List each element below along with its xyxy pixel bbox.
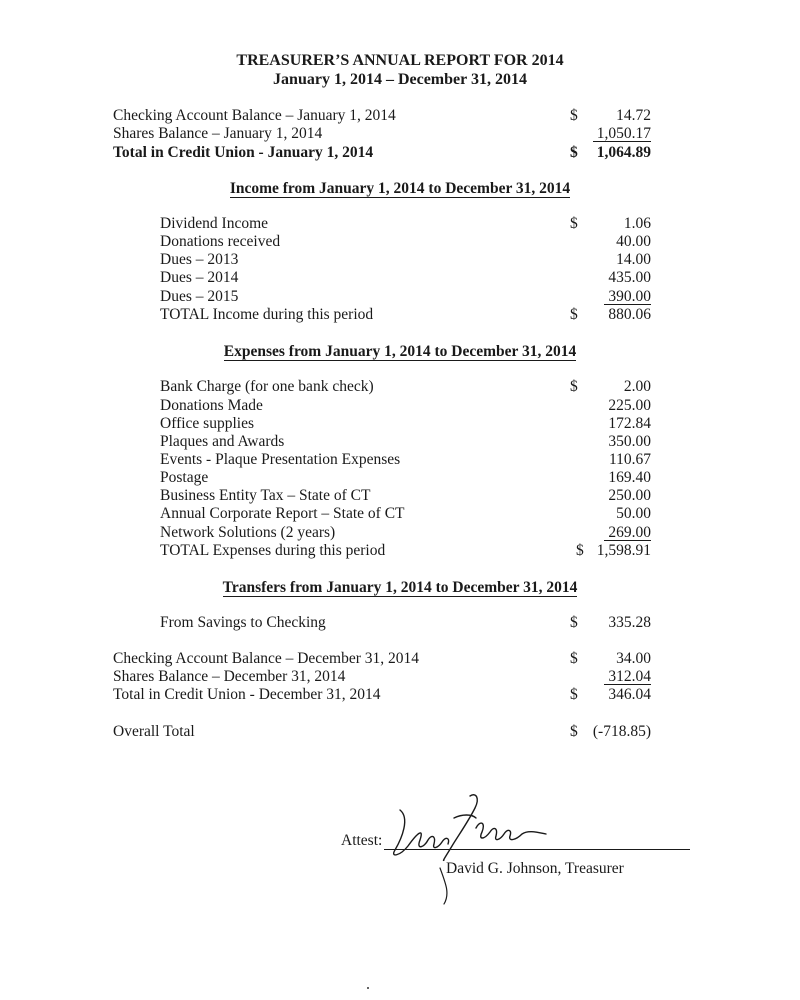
row-label: Overall Total bbox=[113, 723, 195, 740]
row-label: Shares Balance – December 31, 2014 bbox=[113, 668, 346, 685]
expense-row bbox=[160, 487, 653, 505]
expense-row bbox=[160, 451, 653, 469]
transfer-row bbox=[160, 614, 653, 632]
row-amount: 172.84 bbox=[608, 415, 651, 432]
row-amount: 225.00 bbox=[608, 397, 651, 414]
row-label: From Savings to Checking bbox=[160, 614, 326, 631]
income-total-row bbox=[160, 306, 653, 324]
report-title: TREASURER’S ANNUAL REPORT FOR 2014 bbox=[236, 52, 564, 69]
row-amount: 346.04 bbox=[608, 686, 651, 703]
row-label: Postage bbox=[160, 469, 209, 486]
row-label: TOTAL Expenses during this period bbox=[160, 542, 386, 559]
row-label: Shares Balance – January 1, 2014 bbox=[113, 125, 323, 142]
row-currency: $ bbox=[570, 686, 578, 703]
expense-row bbox=[160, 433, 653, 451]
row-label: Dues – 2015 bbox=[160, 288, 239, 305]
row-currency: $ bbox=[570, 378, 578, 395]
row-label: Total in Credit Union - December 31, 2014 bbox=[113, 686, 381, 703]
signature-line bbox=[384, 849, 690, 850]
row-label: Office supplies bbox=[160, 415, 254, 432]
overall-total-row bbox=[113, 723, 653, 741]
expense-row bbox=[160, 524, 653, 542]
row-amount: 390.00 bbox=[604, 289, 651, 305]
row-label: Business Entity Tax – State of CT bbox=[160, 487, 371, 504]
row-amount: 250.00 bbox=[608, 487, 651, 504]
row-label: Checking Account Balance – January 1, 2014 bbox=[113, 107, 396, 124]
row-currency: $ bbox=[570, 723, 578, 740]
closing-total-row bbox=[113, 686, 653, 704]
row-amount: 435.00 bbox=[608, 269, 651, 286]
expense-row bbox=[160, 505, 653, 523]
row-amount: 269.00 bbox=[604, 525, 651, 541]
opening-total-row bbox=[113, 144, 653, 162]
row-currency: $ bbox=[570, 144, 578, 161]
income-heading: Income from January 1, 2014 to December 31, 2014 bbox=[229, 180, 571, 197]
report-period: January 1, 2014 – December 31, 2014 bbox=[273, 71, 527, 88]
row-label: Annual Corporate Report – State of CT bbox=[160, 505, 405, 522]
row-currency: $ bbox=[570, 107, 578, 124]
income-row bbox=[160, 269, 653, 287]
row-label: Network Solutions (2 years) bbox=[160, 524, 336, 541]
row-currency: $ bbox=[570, 306, 578, 323]
handwritten-signature bbox=[380, 788, 550, 908]
row-label: TOTAL Income during this period bbox=[160, 306, 374, 323]
row-amount: 34.00 bbox=[616, 650, 651, 667]
expense-row bbox=[160, 415, 653, 433]
row-amount: 312.04 bbox=[604, 669, 651, 685]
row-label: Plaques and Awards bbox=[160, 433, 285, 450]
row-label: Donations Made bbox=[160, 397, 263, 414]
row-amount: 880.06 bbox=[608, 306, 651, 323]
row-label: Checking Account Balance – December 31, 2014 bbox=[113, 650, 420, 667]
row-amount: 169.40 bbox=[608, 469, 651, 486]
closing-checking-row bbox=[113, 650, 653, 668]
row-amount: 50.00 bbox=[616, 505, 651, 522]
row-amount: 1,050.17 bbox=[593, 126, 651, 142]
row-label: Donations received bbox=[160, 233, 281, 250]
row-currency: $ bbox=[570, 614, 578, 631]
opening-checking-row bbox=[113, 107, 653, 125]
row-label: Total in Credit Union - January 1, 2014 bbox=[113, 144, 374, 161]
income-row bbox=[160, 233, 653, 251]
scan-speck bbox=[367, 987, 369, 989]
row-currency: $ bbox=[570, 650, 578, 667]
row-currency: $ bbox=[576, 542, 584, 559]
expense-row bbox=[160, 469, 653, 487]
row-amount: 1,598.91 bbox=[596, 542, 651, 559]
row-amount: 1,064.89 bbox=[596, 144, 651, 161]
row-label: Dividend Income bbox=[160, 215, 269, 232]
row-label: Dues – 2013 bbox=[160, 251, 239, 268]
row-amount: 2.00 bbox=[623, 378, 651, 395]
row-label: Events - Plaque Presentation Expenses bbox=[160, 451, 401, 468]
transfers-heading: Transfers from January 1, 2014 to December 31, 2014 bbox=[222, 579, 578, 596]
row-amount: 335.28 bbox=[608, 614, 651, 631]
expense-row bbox=[160, 397, 653, 415]
row-label: Bank Charge (for one bank check) bbox=[160, 378, 374, 395]
expenses-total-row bbox=[160, 542, 653, 560]
row-amount: (-718.85) bbox=[592, 723, 651, 740]
income-row bbox=[160, 251, 653, 269]
row-amount: 110.67 bbox=[608, 451, 651, 468]
opening-shares-row bbox=[113, 125, 653, 143]
row-amount: 14.72 bbox=[616, 107, 651, 124]
income-row bbox=[160, 288, 653, 306]
row-label: Dues – 2014 bbox=[160, 269, 239, 286]
row-amount: 40.00 bbox=[616, 233, 651, 250]
row-amount: 350.00 bbox=[608, 433, 651, 450]
expense-row bbox=[160, 378, 653, 396]
closing-shares-row bbox=[113, 668, 653, 686]
expenses-heading: Expenses from January 1, 2014 to December 31, 2014 bbox=[223, 343, 577, 360]
attest-label: Attest: bbox=[341, 832, 383, 849]
row-amount: 14.00 bbox=[616, 251, 651, 268]
row-currency: $ bbox=[570, 215, 578, 232]
signer-name: David G. Johnson, Treasurer bbox=[446, 860, 624, 877]
income-row bbox=[160, 215, 653, 233]
row-amount: 1.06 bbox=[623, 215, 651, 232]
